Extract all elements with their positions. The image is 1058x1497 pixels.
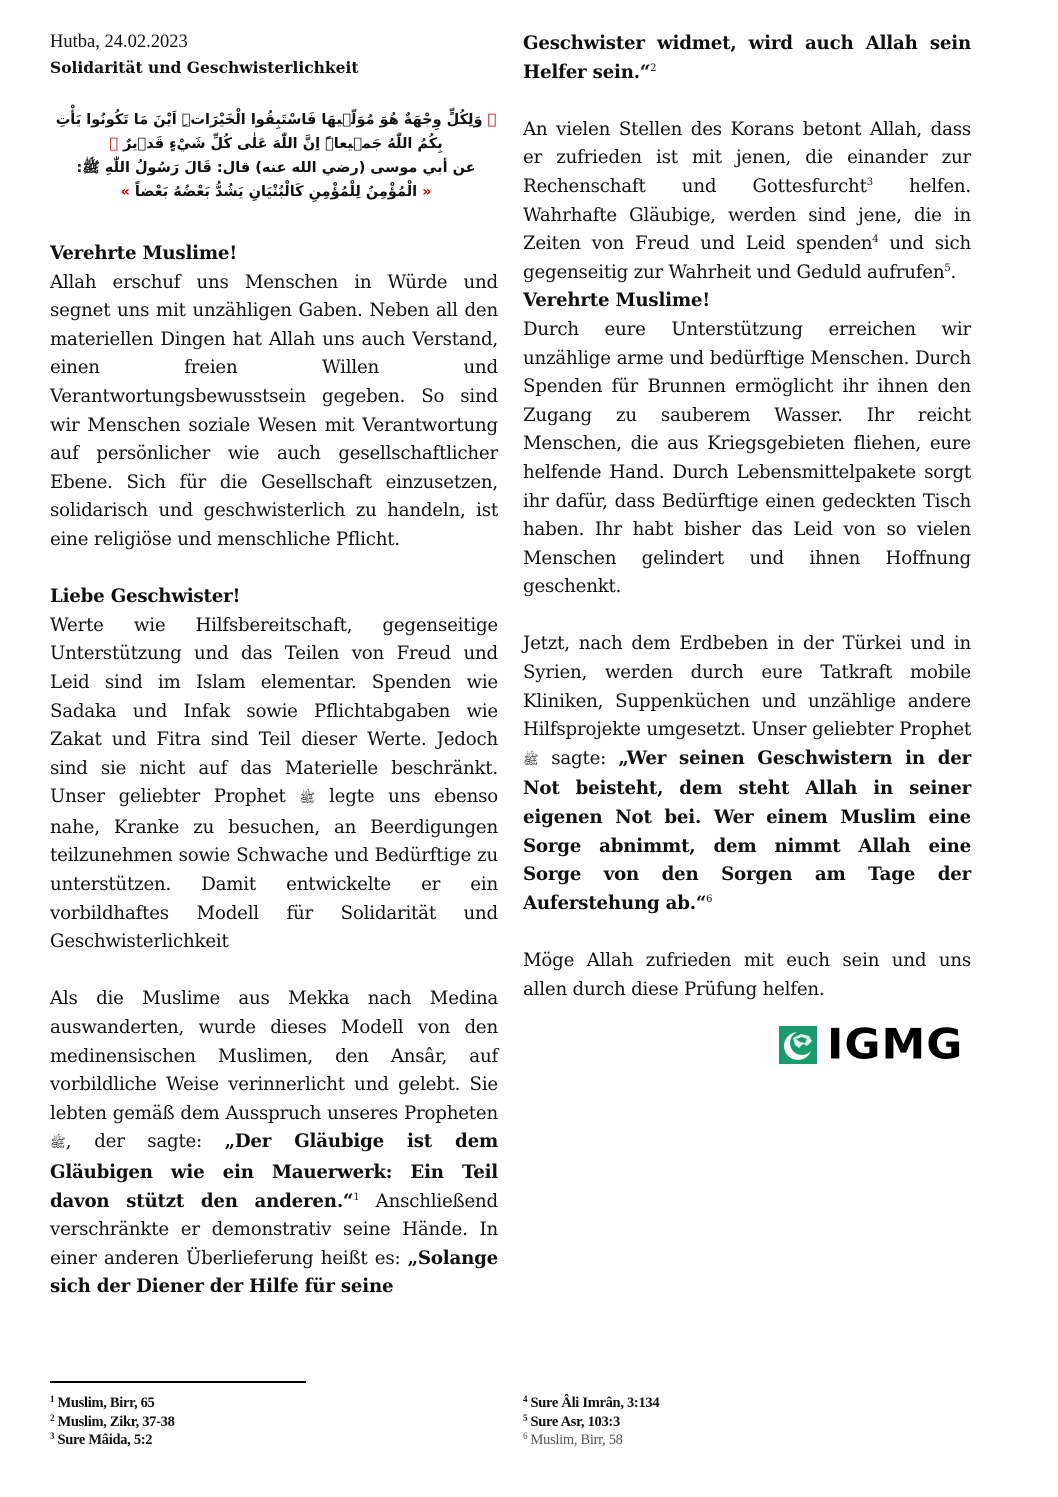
hadith-quote: „Solange sich der Diener der Hilfe für seine — [50, 1247, 498, 1298]
salawat-symbol: ﷺ — [50, 1136, 66, 1152]
footnote-ref: 3 — [866, 176, 873, 188]
footnote-ref: 4 — [872, 234, 879, 246]
footnote-ref: 1 — [353, 1191, 360, 1203]
arabic-block — [50, 108, 502, 204]
document-title: Solidarität und Geschwisterlichkeit — [50, 58, 359, 77]
paragraph: Jetzt, nach dem Erdbeben in der Türkei und in Syrien, werden durch eure Tatkraft mobile Kliniken, Suppenküchen und unzählige andere Hilfsprojekte umgesetzt. Unser geliebter Prophet ﷺ sagte: „Wer seinen Geschwistern in der Not beisteht, dem steht Allah in seiner eigenen Not bei. Wer einem Muslim eine Sorge abnimmt, dem nimmt Allah eine Sorge von den Sorgen am Tage der Auferstehung ab.“$^6$ — [523, 633, 971, 914]
document-header — [50, 30, 359, 80]
footnote: $^2$ Muslim, Zikr, 37-38 — [50, 1412, 175, 1430]
verse-bracket-close: ﴾ — [109, 136, 119, 152]
paragraph — [523, 30, 971, 87]
footnote: $^3$ Sure Mâida, 5:2 — [50, 1431, 153, 1448]
footnote: $^4$ Sure Âli Imrân, 3:134 — [523, 1394, 660, 1411]
paragraph: Allah erschuf uns Menschen in Würde und segnet uns mit unzähligen Gaben. Neben all den materiellen Dingen hat Allah uns auch Verstand, einen freien Willen und Verantwortungsbewusstsein gegeben. So sind wir Menschen soziale Wesen mit Verantwortung auf persönlicher wie auch gesellschaftlicher Ebene. Sich für die Gesellschaft einzusetzen, solidarisch und geschwisterlich zu handeln, ist eine religiöse und menschliche Pflicht. — [50, 271, 498, 550]
footnote-ref: 5 — [944, 262, 951, 274]
footnote: $^1$ Muslim, Birr, 65 — [50, 1394, 155, 1411]
footnotes-right — [523, 1394, 659, 1450]
section-heading: Verehrte Muslime! — [50, 243, 238, 264]
verse-bracket-open: ﴿ — [487, 112, 497, 128]
igmg-logo — [779, 1020, 971, 1069]
paragraph: An vielen Stellen des Korans betont Allah, dass er zufrieden ist mit jenen, die einander zur Rechenschaft und Gottesfurcht$^3$ helfen. Wahrhafte Gläubige, werden sind jene, die in Zeiten von Freud und Leid spenden$^4$ und sich gegenseitig zur Wahrheit und Geduld aufrufen$^5$. — [523, 118, 972, 283]
date-line: Hutba, 24.02.2023 — [50, 32, 188, 52]
hadith-quote: Geschwister widmet, wird auch Allah sein Helfer sein.“ — [523, 33, 971, 83]
hadith-text: الْمُؤْمِنُ لِلْمُؤْمِنِ كَالْبُنْيَانِ يَشُدُّ بَعْضُهُ بَعْضاً — [134, 184, 418, 200]
paragraph: Möge Allah zufrieden mit euch sein und uns allen durch diese Prüfung helfen. — [523, 950, 971, 1000]
hadith-quote: „Wer seinen Geschwistern in der Not beisteht, dem steht Allah in seiner eigenen Not bei. Wer einem Muslim eine Sorge abnimmt, dem nimmt Allah eine Sorge von den Sorgen am Tage der Auferstehung ab.“ — [523, 747, 971, 914]
footnote-separator — [50, 1381, 306, 1383]
hadith-intro: عن أبي موسى (رضي الله عنه) قال: قَالَ رَسُولُ اللّٰهِ ﷺ: — [76, 160, 476, 176]
footnote-ref: 2 — [650, 62, 657, 74]
quran-verse — [50, 108, 502, 156]
crescent-europe-icon — [779, 1026, 817, 1064]
section-heading: Liebe Geschwister! — [50, 586, 241, 608]
section-heading: Verehrte Muslime! — [523, 290, 711, 312]
paragraph: Als die Muslime aus Mekka nach Medina auswanderten, wurde dieses Modell von den medinensischen Muslimen, den Ansâr, auf vorbildliche Weise verinnerlicht und gelebt. Sie lebten gemäß dem Ausspruch unseres Propheten ﷺ, der sagte: „Der Gläubige ist dem Gläubigen wie ein Mauerwerk: Ein Teil davon stützt den anderen.“$^1$ Anschließend verschränkte er demonstrativ seine Hände. In einer anderen Überlieferung heißt es: „Solange sich der Diener der Hilfe für seine — [50, 988, 498, 1298]
hadith-quote: „Der Gläubige ist dem Gläubigen wie ein Mauerwerk: Ein Teil davon stützt den anderen.“ — [50, 1131, 498, 1212]
logo-text: IGMG — [827, 1020, 964, 1069]
salawat-symbol: ﷺ — [523, 752, 539, 768]
footnotes-left — [50, 1394, 175, 1450]
footnote: $^5$ Sure Asr, 103:3 — [523, 1412, 620, 1430]
verse-text: وَلِكُلٍّ وِجْهَةٌ هُوَ مُوَلّ۪يهَا فَاسْتَبِقُوا الْخَيْرَاتِۜ اَيْنَ مَا تَكُونُوا يَأْتِ بِكُمُ اللّٰهُ جَم۪يعاًۜ اِنَّ اللّٰهَ عَلٰى كُلِّ شَيْءٍ قَد۪يرٌ — [55, 112, 483, 152]
hadith-quote-open: « — [422, 184, 432, 200]
paragraph: Werte wie Hilfsbereitschaft, gegenseitige Unterstützung und das Teilen von Freud und Leid sind im Islam elementar. Spenden wie Sadaka und Infak sowie Pflichtabgaben wie Zakat und Fitra sind Teil dieser Werte. Jedoch sind sie nicht auf das Materielle beschränkt. Unser geliebter Prophet ﷺ legte uns ebenso nahe, Kranke zu besuchen, an Beerdigungen teilzunehmen sowie Schwache und Bedürftige zu unterstützen. Damit entwickelte er ein vorbildhaftes Modell für Solidarität und Geschwisterlichkeit — [50, 614, 498, 953]
right-column — [523, 30, 971, 1004]
hadith — [50, 180, 502, 204]
footnote: $^6$ Muslim, Birr, 58 — [523, 1431, 623, 1448]
footnote-ref: 6 — [706, 893, 713, 905]
hadith-quote-close: » — [120, 184, 130, 200]
paragraph: Durch eure Unterstützung erreichen wir unzählige arme und bedürftige Menschen. Durch Spenden für Brunnen ermöglicht ihr ihnen den Zugang zu sauberem Wasser. Ihr reicht Menschen, die aus Kriegsgebieten fliehen, eure helfende Hand. Durch Lebensmittelpakete sorgt ihr dafür, dass Bedürftige einen gedeckten Tisch haben. Ihr habt bisher das Leid von so vielen Menschen gelindert und ihnen Hoffnung geschenkt. — [523, 318, 971, 598]
left-column — [50, 240, 498, 1302]
salawat-symbol: ﷺ — [299, 791, 316, 807]
